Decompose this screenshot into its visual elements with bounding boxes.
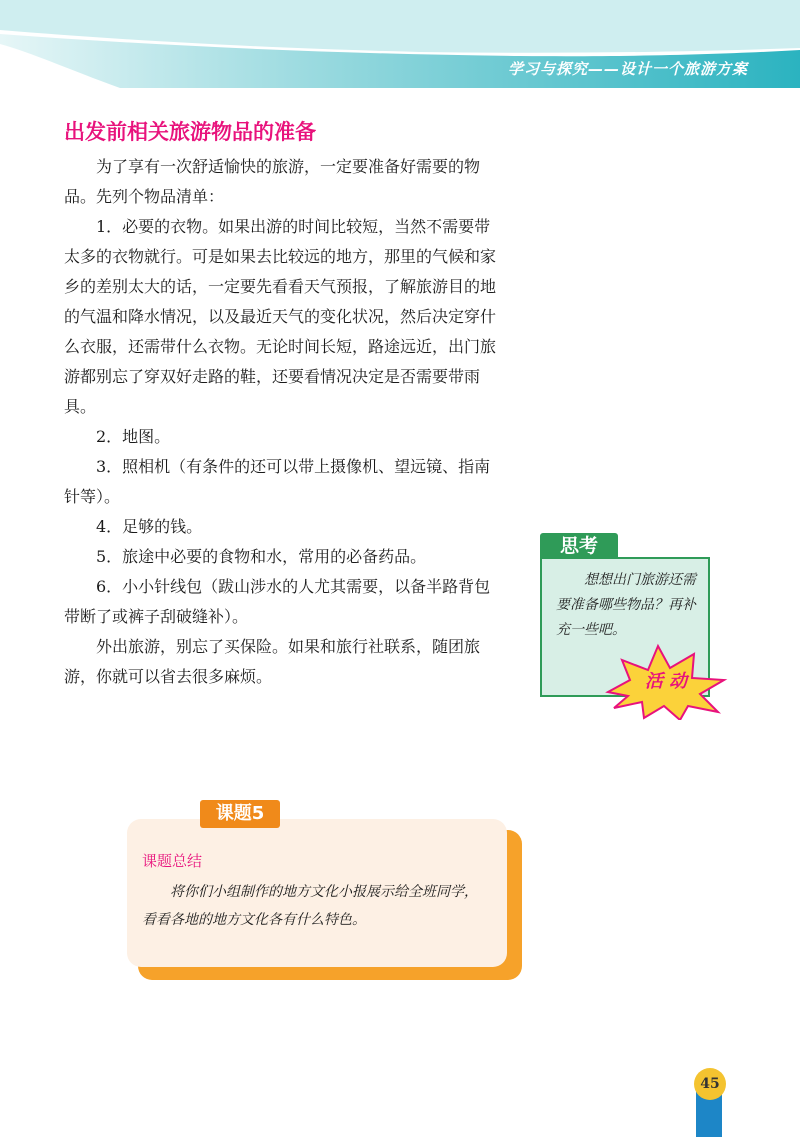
task-tab: 课题5 (200, 800, 280, 828)
paragraph: 2．地图。 (96, 427, 171, 446)
paragraph: 3．照相机（有条件的还可以带上摄像机、望远镜、指南针等）。 (64, 457, 491, 506)
task-text: 将你们小组制作的地方文化小报展示给全班同学，看看各地的地方文化各有什么特色。 (142, 884, 478, 928)
paragraph: 6．小小针线包（跋山涉水的人尤其需要，以备半路背包带断了或裤子刮破缝补）。 (64, 577, 491, 626)
header-title: 学习与探究——设计一个旅游方案 (507, 60, 748, 78)
paragraph: 外出旅游，别忘了买保险。如果和旅行社联系，随团旅游，你就可以省去很多麻烦。 (64, 637, 481, 686)
think-label: 思考 (540, 533, 618, 559)
paragraph: 5．旅途中必要的食物和水，常用的必备药品。 (96, 547, 427, 566)
paragraph: 4．足够的钱。 (96, 517, 203, 536)
task-heading: 课题总结 (142, 852, 203, 870)
paragraph: 为了享有一次舒适愉快的旅游，一定要准备好需要的物品。先列个物品清单： (64, 157, 481, 206)
think-text: 想想出门旅游还需要准备哪些物品？再补充一些吧。 (556, 572, 696, 638)
paragraph: 1．必要的衣物。如果出游的时间比较短，当然不需要带太多的衣物就行。可是如果去比较远的地方，那里的气候和家乡的差别太大的话，一定要先看看天气预报，了解旅游目的地的气温和降水情况，以及最近天气的变化状况，然后决定穿什么衣服，还需带什么衣物。无论时间长短，路途远近，出门旅游都别忘了穿双好走路的鞋，还要看情况决定是否需要带雨具。 (64, 217, 497, 416)
page-number: 45 (694, 1068, 726, 1100)
activity-label: 活动 (645, 671, 693, 692)
body-text (64, 152, 500, 692)
section-heading: 出发前相关旅游物品的准备 (64, 120, 316, 144)
